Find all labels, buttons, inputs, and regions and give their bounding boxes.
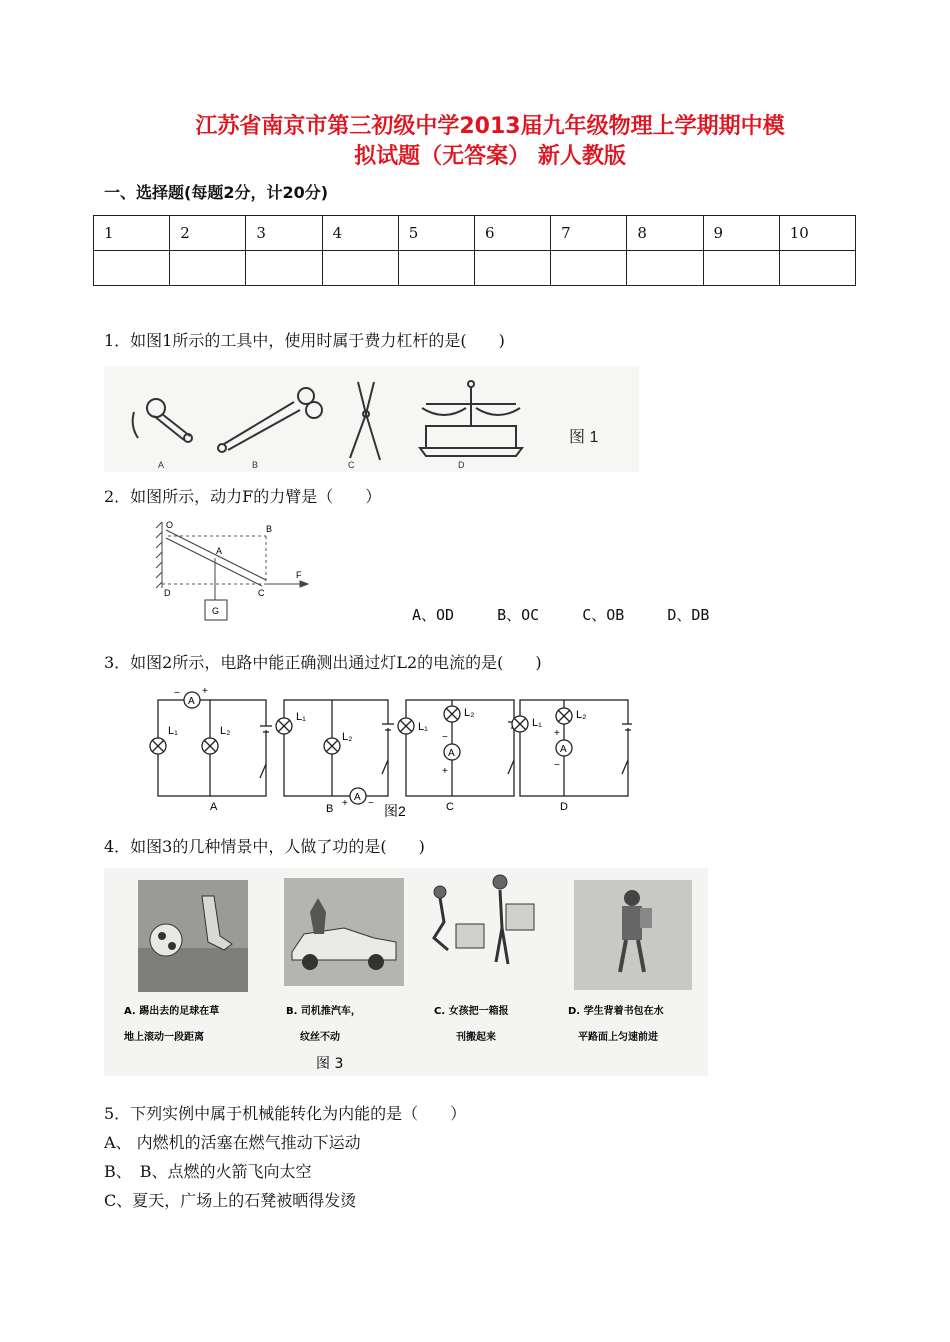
circuit-d-ammeter: A	[560, 744, 567, 755]
answer-blank-cell[interactable]	[627, 251, 703, 286]
point-g: G	[212, 606, 220, 616]
title-line-2: 拟试题（无答案） 新人教版	[354, 144, 626, 169]
circuit-c	[398, 700, 522, 796]
answer-blank-cell[interactable]	[779, 251, 855, 286]
answer-blank-cell[interactable]	[703, 251, 779, 286]
question-3: 3．如图2所示，电路中能正确测出通过灯L2的电流的是( )	[104, 653, 542, 672]
figure-3-scenes	[104, 868, 708, 1076]
q2-option-a: A、OD	[412, 606, 455, 624]
fig1-label-d: D	[458, 460, 465, 470]
scene-c-caption-1: C. 女孩把一箱报	[434, 1006, 509, 1017]
scene-b-car-icon	[284, 878, 404, 986]
answer-table	[93, 215, 856, 286]
scene-c-caption-2: 刊搬起来	[456, 1032, 496, 1043]
tool-b-tongs-icon	[218, 388, 322, 452]
answer-blank-cell[interactable]	[170, 251, 246, 286]
scene-b-caption-2: 纹丝不动	[300, 1032, 340, 1043]
fig1-caption: 图 1	[569, 429, 599, 446]
answer-number-cell: 9	[703, 216, 779, 251]
circuit-c-label: C	[446, 801, 454, 813]
q2-option-c: C、OB	[582, 606, 625, 624]
question-4: 4．如图3的几种情景中，人做了功的是( )	[104, 837, 425, 856]
scene-c-lifting-box-icon	[434, 875, 534, 964]
circuit-a-plus: +	[202, 686, 208, 697]
tool-d-balance-icon	[420, 381, 522, 456]
document-title	[90, 112, 890, 172]
scene-a-caption-1: A. 踢出去的足球在草	[124, 1006, 220, 1017]
wall-hatch-icon	[156, 522, 162, 588]
answer-blank-cell[interactable]	[246, 251, 322, 286]
circuit-d-minus: −	[554, 760, 560, 771]
circuit-b	[276, 700, 396, 804]
answer-number-cell: 8	[627, 216, 703, 251]
circuit-d-l2: L₂	[576, 709, 587, 721]
figure-lever	[150, 516, 320, 624]
scene-d-student-icon	[574, 880, 692, 990]
fig2-caption: 图2	[384, 803, 406, 818]
circuit-b-label: B	[326, 803, 334, 815]
answer-blank-cell[interactable]	[94, 251, 170, 286]
answer-blank-cell[interactable]	[398, 251, 474, 286]
circuit-a-ammeter: A	[188, 696, 195, 707]
circuit-b-l1: L₁	[296, 711, 306, 723]
answer-table-header-row	[94, 216, 856, 251]
point-d: D	[164, 588, 171, 598]
title-line-1: 江苏省南京市第三初级中学2013届九年级物理上学期期中模	[195, 114, 785, 139]
answer-number-cell: 6	[474, 216, 550, 251]
circuit-d-label: D	[560, 801, 568, 813]
lever-bar	[166, 530, 266, 586]
force-arrow-icon	[266, 581, 308, 587]
question-2: 2．如图所示，动力F的力臂是（ ）	[104, 487, 382, 506]
point-f: F	[296, 570, 302, 580]
circuit-c-l2: L₂	[464, 707, 475, 719]
section-heading: 一、选择题(每题2分，计20分)	[104, 183, 329, 202]
scene-a-caption-2: 地上滚动一段距离	[124, 1032, 204, 1043]
circuit-c-l1: L₁	[418, 721, 428, 733]
circuit-b-minus: −	[368, 798, 374, 809]
answer-blank-cell[interactable]	[551, 251, 627, 286]
circuit-a-l2: L₂	[220, 725, 231, 737]
circuit-d	[512, 700, 632, 796]
q2-option-d: D、DB	[667, 606, 710, 624]
answer-number-cell: 4	[322, 216, 398, 251]
fig1-label-c: C	[348, 460, 355, 470]
circuit-a-l1: L₁	[168, 725, 178, 737]
circuit-c-minus: −	[442, 732, 448, 743]
q5-option-a: A、 内燃机的活塞在燃气推动下运动	[104, 1133, 361, 1152]
circuit-a-label: A	[210, 801, 218, 813]
q2-option-b: B、OC	[497, 606, 540, 624]
scene-d-caption-2: 平路面上匀速前进	[578, 1032, 658, 1043]
point-a: A	[216, 546, 223, 556]
circuit-a	[150, 692, 274, 796]
fig3-caption: 图 3	[316, 1056, 344, 1072]
point-o: O	[166, 520, 174, 530]
tool-c-pliers-icon	[350, 382, 380, 460]
answer-blank-cell[interactable]	[474, 251, 550, 286]
question-1: 1．如图1所示的工具中，使用时属于费力杠杆的是( )	[104, 331, 505, 350]
q5-option-b: B、 B、点燃的火箭飞向太空	[104, 1162, 312, 1181]
scene-a-football-icon	[138, 880, 248, 992]
answer-table-blank-row	[94, 251, 856, 286]
point-c: C	[258, 588, 265, 598]
fig1-label-b: B	[252, 460, 259, 470]
q5-option-c: C、夏天，广场上的石凳被晒得发烫	[104, 1191, 357, 1210]
circuit-c-ammeter: A	[448, 748, 455, 759]
answer-blank-cell[interactable]	[322, 251, 398, 286]
answer-number-cell: 1	[94, 216, 170, 251]
figure-2-circuits	[140, 684, 632, 818]
answer-number-cell: 2	[170, 216, 246, 251]
question-2-options	[412, 604, 743, 625]
circuit-b-plus: +	[342, 798, 348, 809]
answer-number-cell: 5	[398, 216, 474, 251]
circuit-c-plus: +	[442, 766, 448, 777]
circuit-b-l2: L₂	[342, 731, 353, 743]
figure-1-tools	[104, 366, 639, 472]
answer-number-cell: 10	[779, 216, 855, 251]
circuit-b-ammeter: A	[354, 792, 361, 803]
scene-b-caption-1: B. 司机推汽车，	[286, 1006, 361, 1017]
circuit-d-l1: L₁	[532, 717, 542, 729]
point-b: B	[266, 524, 273, 534]
circuit-a-minus: −	[174, 688, 180, 699]
answer-number-cell: 7	[551, 216, 627, 251]
answer-number-cell: 3	[246, 216, 322, 251]
fig1-label-a: A	[158, 460, 165, 470]
circuit-d-plus: +	[554, 728, 560, 739]
scene-d-caption-1: D. 学生背着书包在水	[568, 1006, 664, 1017]
question-5: 5．下列实例中属于机械能转化为内能的是（ ）	[104, 1104, 467, 1123]
tool-a-wrench-icon	[133, 399, 192, 442]
